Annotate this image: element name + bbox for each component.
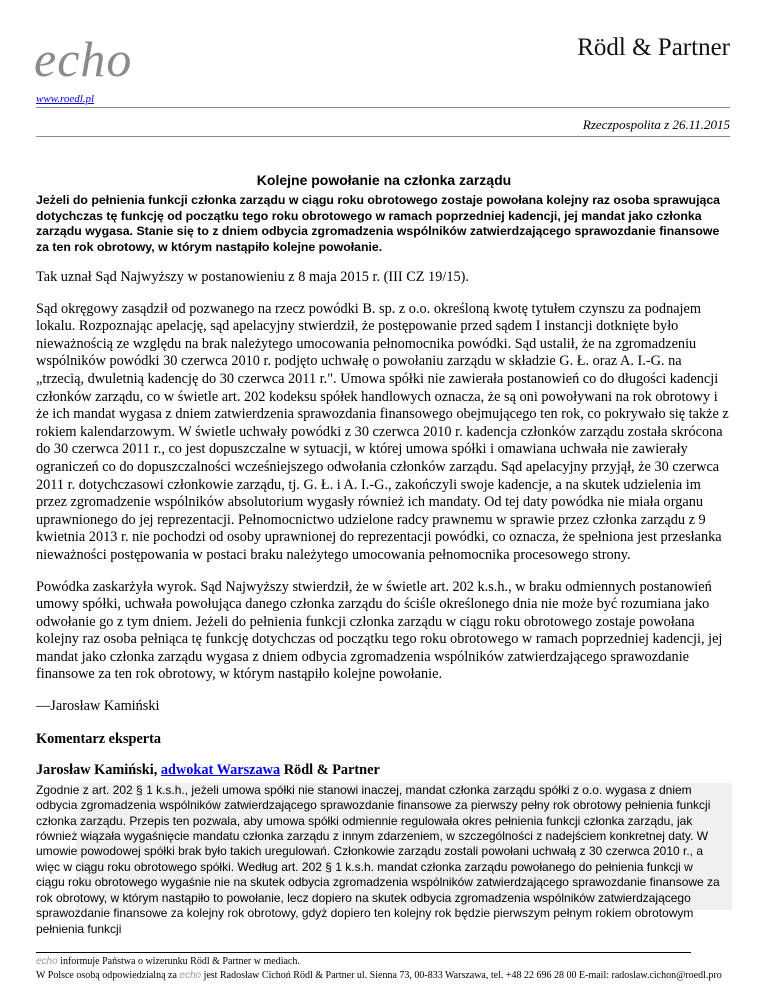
footer-line-2 (36, 969, 736, 983)
footer-line-1 (36, 955, 736, 969)
footer-line-2-start: W Polsce osobą odpowiedzialną za (36, 970, 177, 981)
author-name: Jarosław Kamiński, (36, 762, 158, 779)
echo-logo: echo (34, 31, 133, 87)
header-divider-bottom (36, 136, 730, 137)
article (36, 172, 732, 936)
article-paragraph-1: Tak uznał Sąd Najwyższy w postanowieniu z 8 maja 2015 r. (III CZ 19/15). (36, 269, 469, 285)
footer (36, 955, 736, 983)
article-signature: —Jarosław Kamiński (36, 698, 160, 715)
footer-divider (36, 952, 691, 953)
site-link[interactable]: www.roedl.pl (36, 93, 95, 105)
expert-author (36, 762, 732, 780)
author-firm: Rödl & Partner (283, 762, 380, 779)
footer-line-1-text: informuje Państwa o wizerunku Rödl & Partner w mediach. (60, 956, 300, 967)
expert-comment-text: Zgodnie z art. 202 § 1 k.s.h., jeżeli umowa spółki nie stanowi inaczej, mandat członka zarządu spółki z o.o. wygasa z dniem odbycia zgromadzenia wspólników zatwierdzającego sprawozdanie finansowe za pierwszy pełny rok obrotowy pełnienia funkcji członka zarządu. Przepis ten pozwala, aby umowa spółki odmiennie regulowała okres pełnienia funkcji członka zarządu, jak również wiązała wygaśnięcie mandatu członka zarządu z innym zdarzeniem, w szczególności z nadejściem konkretnej daty. W umowie powodowej spółki brak było takich uregulowań. Członkowie zarządu zostali powołani uchwałą z 30 czerwca 2010 r., a więc w ciągu roku obrotowego spółki. Według art. 202 § 1 k.s.h. mandat członka zarządu powołanego do pełnienia funkcji w ciągu roku obrotowego wygaśnie nie na skutek odbycia zgromadzenia wspólników zatwierdzającego sprawozdanie finansowe za rok obrotowy, w którym nastąpiło to powołanie, lecz dopiero na skutek odbycia zgromadzenia wspólników zatwierdzającego sprawozdanie finansowe za kolejny rok obrotowy, gdyż dopiero ten kolejny rok będzie pierwszym pełnym rokiem obrotowym pełnienia funkcji (36, 782, 720, 936)
footer-echo-word-2: echo (179, 970, 202, 981)
article-paragraph-2: Sąd okręgowy zasądził od pozwanego na rzecz powódki B. sp. z o.o. określoną kwotę tytułem czynszu za podnajem lokalu. Rozpoznając apelację, sąd apelacyjny stwierdził, że postępowanie przed sądem I instancji dotknięte było nieważnością ze względu na brak należytego umocowania pełnomocnika powódki. Sąd ustalił, że na zgromadzeniu wspólników powódki 30 czerwca 2010 r. podjęto uchwałę o powołaniu zarządu w składzie G. Ł. oraz A. I.-G. na „trzecią, dwuletnią kadencję do 30 czerwca 2011 r.". Umowa spółki nie zawierała postanowień co do długości kadencji członków zarządu, co w świetle art. 202 kodeksu spółek handlowych oznacza, że są oni powoływani na rok obrotowy i że ich mandat wygasa z dniem zatwierdzenia sprawozdania finansowego obejmującego ten rok, co pokrywało się także z rokiem kalendarzowym. W świetle uchwały powódki z 30 czerwca 2010 r. kadencja członków zarządu została skrócona do 30 czerwca 2011 r., co jest dopuszczalne w sytuacji, w której umowa spółki i omawiana uchwała nie zawierały ograniczeń co do dopuszczalności wcześniejszego odwołania członków zarządu. Sąd apelacyjny przyjął, że 30 czerwca 2011 r. dotychczasowi członkowie zarządu, tj. G. Ł. i A. I.-G., zakończyli swoje kadencje, a na skutek udzielenia im przez zgromadzenie wspólników absolutorium wygasły również ich mandaty. Od tej daty powódka nie miała organu uprawnionego do jej reprezentacji. Pełnomocnictwo udzielone radcy prawnemu w sprawie przez członka zarządu z 9 kwietnia 2013 r. nie pochodzi od osoby uprawnionej do reprezentacji powódki, co oznacza, że spełniona jest przesłanka nieważności postępowania w postaci braku należytego umocowania pełnomocnika procesowego strony. (36, 300, 729, 563)
expert-heading: Komentarz eksperta (36, 730, 162, 747)
brand-logo: Rödl & Partner (577, 34, 730, 61)
header-divider-top (36, 107, 730, 108)
article-lead: Jeżeli do pełnienia funkcji członka zarządu w ciągu roku obrotowego zostaje powołana kolejny raz osoba sprawująca dotychczas tę funkcję od początku tego roku obrotowego w ramach poprzedniej kadencji, jej mandat jako członka zarządu wygasa. Stanie się to z dniem odbycia zgromadzenia wspólników zatwierdzającego sprawozdanie finansowe za ten rok obrotowy, w którym nastąpiło kolejne powołanie. (36, 193, 721, 254)
source-line: Rzeczpospolita z 26.11.2015 (582, 117, 730, 132)
article-paragraph-3: Powódka zaskarżyła wyrok. Sąd Najwyższy stwierdził, że w świetle art. 202 k.s.h., w braku odmiennych postanowień umowy spółki, uchwała powołująca danego członka zarządu do ściśle określonego dnia nie może być rozumiana jako odwołanie go z tym dniem. Jeżeli do pełnienia funkcji członka zarządu w ciągu roku obrotowego zostaje powołana kolejny raz osoba pełniąca tę funkcję dotychczas od początku tego roku obrotowego w ramach poprzedniej kadencji, jej mandat jako członka zarządu wygasa z dniem odbycia zgromadzenia wspólników zatwierdzającego sprawozdanie finansowe za ten rok obrotowy, w którym nastąpiło kolejne powołanie. (36, 578, 723, 683)
author-link[interactable]: adwokat Warszawa (160, 762, 281, 779)
footer-line-2-text: jest Radosław Cichoń Rödl & Partner ul. Sienna 73, 00-833 Warszawa, tel. +48 22 696 28 00 E-mail: radoslaw.cichon@roedl.pro (203, 970, 722, 981)
expert-comment (36, 782, 732, 936)
article-title: Kolejne powołanie na członka zarządu (256, 172, 512, 188)
footer-echo-word: echo (36, 956, 58, 967)
